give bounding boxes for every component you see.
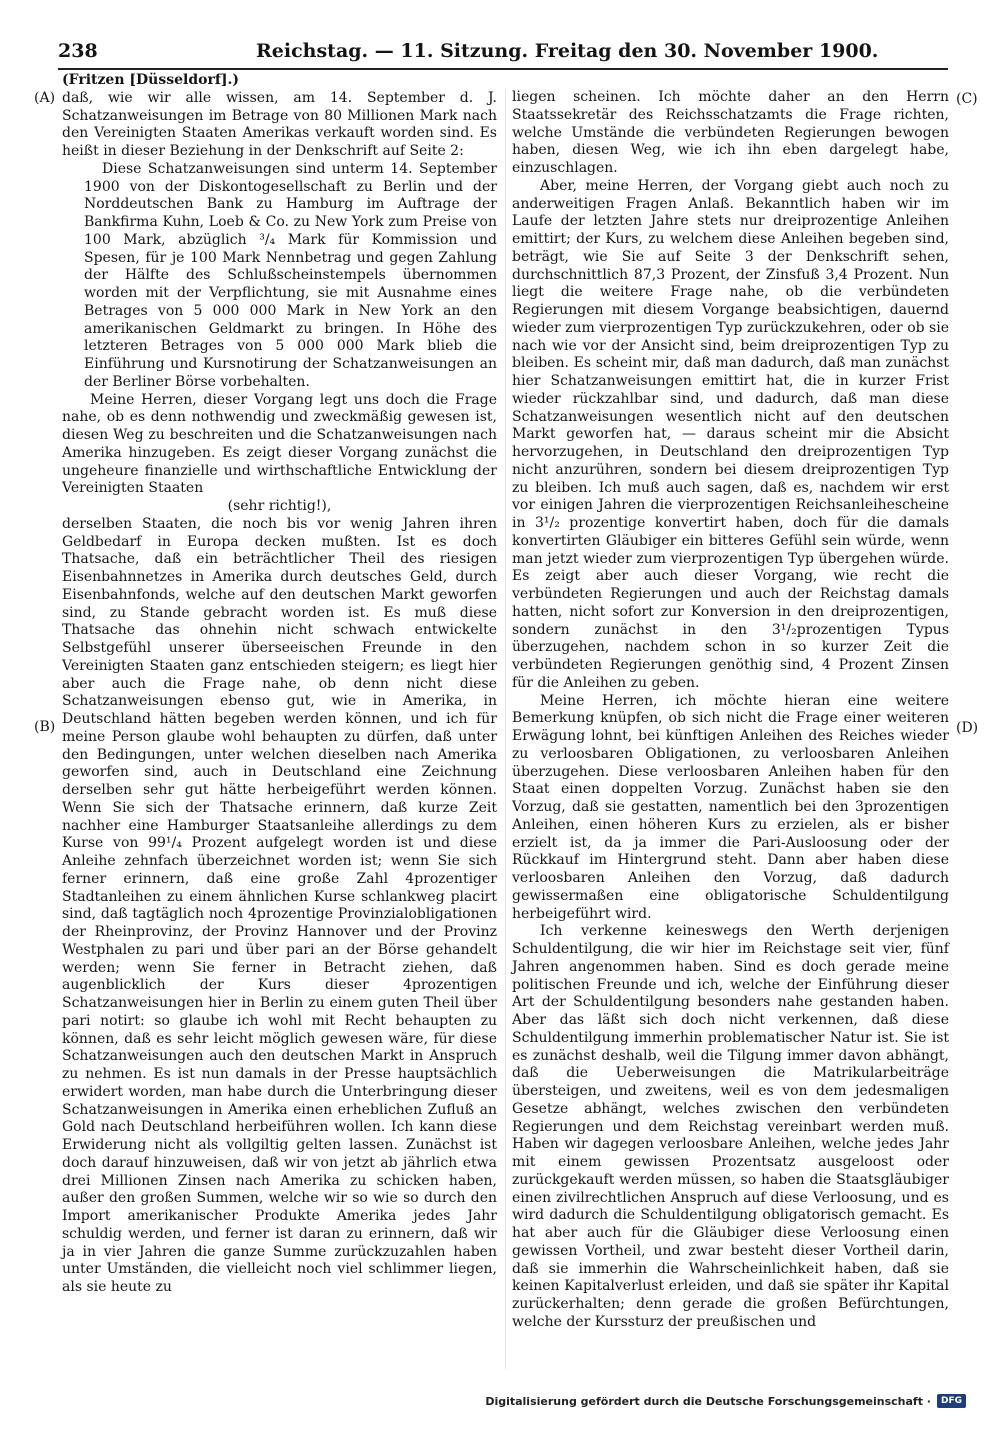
paragraph: derselben Staaten, die noch bis vor wenig Jahren ihren Geldbedarf in Europa decken mußten. Ist es doch Thatsache, daß ein beträchtlicher Theil des riesigen Eisenbahnnetzes in Amerika durch deutsches Geld, durch Eisenbahnfonds, welche auf den deutschen Markt geworfen sind, zu Stande gebracht worden ist. Es muß diese Thatsache das ohnehin nicht schwach entwickelte Selbstgefühl unserer überseeischen Freunde in den Vereinigten Staaten ganz entschieden steigern; es liegt hier aber auch die Frage nahe, ob denn nicht diese Schatzanweisungen ebenso gut, wie in Amerika, in Deutschland hätten begeben werden können, und ich für meine Person glaube wohl behaupten zu dürfen, daß unter den Bedingungen, unter welchen dieselben nach Amerika geworfen sind, auch in Deutschland eine Zeichnung derselben sehr gut hätte herbeigeführt werden können. Wenn Sie sich der Thatsache erinnern, daß kurze Zeit nachher eine Hamburger Staatsanleihe allerdings zu dem Kurse von 99¹/₄ Prozent aufgelegt worden ist und diese Anleihe zehnfach überzeichnet worden ist; wenn Sie sich ferner erinnern, daß eine große Zahl 4prozentiger Stadtanleihen zu einem ähnlichen Kurse schlankweg placirt sind, daß tagtäglich noch 4prozentige Provinzialobligationen der Rheinprovinz, der Provinz Hannover und der Provinz Westphalen zu pari und über pari an der Börse gehandelt werden; wenn Sie ferner in Betracht ziehen, daß augenblicklich der Kurs dieser 4prozentigen Schatzanweisungen hier in Berlin zu einem guten Theil über pari notirt: so glaube ich wohl mit Recht behaupten zu können, daß es sehr leicht möglich gewesen wäre, für diese Schatzanweisungen auch den deutschen Markt in Anspruch zu nehmen. Es ist nun damals in der Presse hauptsächlich erwidert worden, man habe durch die Unterbringung dieser Schatzanweisungen in Amerika einen erheblichen Zufluß an Gold nach Deutschland herbeiführen wollen. Ich kann diese Erwiderung nicht als vollgiltig gelten lassen. Zunächst ist doch darauf hinzuweisen, daß wir von jetzt ab jährlich etwa drei Millionen Zinsen nach Amerika zu schicken haben, außer den großen Summen, welche wir so wie so durch den Import amerikanischer Produkte Amerika jedes Jahr schuldig werden, und ferner ist daran zu erinnern, daß wir ja in vier Jahren die ganze Summe zurückzuzahlen haben unter Umständen, die vielleicht noch viel schlimmer liegen, als sie heute zu bbox=[62, 515, 497, 1295]
speaker-label: (Fritzen [Düsseldorf].) bbox=[62, 72, 239, 88]
margin-marker-b: (B) bbox=[34, 719, 56, 735]
paragraph: Aber, meine Herren, der Vorgang giebt auch noch zu anderweitigen Fragen Anlaß. Bekanntlich haben wir im Laufe der letzten Jahre stets nur dreiprozentige Anleihen emittirt; der Kurs, zu welchem diese Anleihen begeben sind, beträgt, wie Sie auf Seite 3 der Denkschrift sehen, durchschnittlich 87,3 Prozent, der Zinsfuß 3,4 Prozent. Nun liegt die weitere Frage nahe, ob die verbündeten Regierungen mit diesem Vorgange beabsichtigen, dauernd wieder zum vierprozentigen Typ zurückzukehren, oder ob sie nach wie vor der Ansicht sind, beim dreiprozentigen Typ zu bleiben. Es scheint mir, daß man dadurch, daß man zunächst hier Schatzanweisungen emittirt hat, die in kurzer Frist wieder rückzahlbar sind, und dadurch, daß man diese Schatzanweisungen wesentlich nicht auf den deutschen Markt geworfen hat, — daraus scheint mir die Absicht hervorzugehen, in Deutschland den dreiprozentigen Typ nicht anzurühren, sondern bei diesem dreiprozentigen Typ zu bleiben. Ich muß auch sagen, daß es, nachdem wir erst vor einigen Jahren die vierprozentigen Reichsanleihescheine in 3¹/₂ prozentige konvertirt haben, doch für die damals konvertirten Gläubiger ein bitteres Gefühl sein würde, wenn man jetzt wieder zum vierprozentigen Typ übergehen würde. Es zeigt aber auch dieser Vorgang, wie recht die verbündeten Regierungen und auch der Reichstag damals hatten, nicht sofort zur Konversion in den dreiprozentigen, sondern zunächst in den 3¹/₂prozentigen Typus überzugehen, nachdem schon in so kurzer Zeit die verbündeten Regierungen genöthig sind, 4 Prozent Zinsen für die Anleihen zu geben. bbox=[512, 177, 949, 691]
digitization-credit bbox=[485, 1391, 966, 1411]
paragraph: Ich verkenne keineswegs den Werth derjenigen Schuldentilgung, die wir hier im Reichstage seit vier, fünf Jahren angenommen haben. Sind es doch gerade meine politischen Freunde und ich, welche der Einführung dieser Art der Schuldentilgung besonders nahe gestanden haben. Aber das läßt sich doch nicht verkennen, daß diese Schuldentilgung immerhin problematischer Natur ist. Sie ist es zunächst deshalb, weil die Tilgung immer davon abhängt, daß die Ueberweisungen die Matrikularbeiträge übersteigen, und zweitens, weil es von dem jedesmaligen Gesetze abhängt, welches zwischen den verbündeten Regierungen und dem Reichstag vereinbart werden muß. Haben wir dagegen verloosbare Anleihen, welche jedes Jahr mit einem gewissen Prozentsatz ausgeloost oder zurückgekauft werden müssen, so haben die Staatsgläubiger einen zivilrechtlichen Anspruch auf diese Verloosung, und es wird dadurch die Schuldentilgung obligatorisch gemacht. Es hat aber auch für die Gläubiger diese Verloosung einen gewissen Vortheil, und zwar besteht dieser Vortheil darin, daß sie immerhin die Wahrscheinlichkeit haben, daß sie keinen Kapitalverlust erleiden, und daß sie später ihr Kapital zurückerhalten; denn gerade die großen Befürchtungen, welche der Kurssturz der preußischen und bbox=[512, 923, 949, 1330]
dfg-logo: DFG bbox=[937, 1394, 966, 1408]
margin-marker-c: (C) bbox=[956, 91, 978, 107]
right-column bbox=[512, 89, 949, 1332]
block-quote: Diese Schatzanweisungen sind unterm 14. September 1900 von der Diskontogesellschaft zu Berlin und der Norddeutschen Bank zu Hamburg im Auftrage der Bankfirma Kuhn, Loeb & Co. zu New York zum Preise von 100 Mark, abzüglich ³/₄ Mark für Kommission und Spesen, für je 100 Mark Nennbetrag und gegen Zahlung der Hälfte des Schlußscheinstempels übernommen worden mit der Verpflichtung, sie mit Ausnahme eines Betrages von 5 000 000 Mark in New York an den amerikanischen Geldmarkt zu bringen. In Höhe des letzteren Betrages von 5 000 000 Mark blieb die Einführung und Kursnotirung der Schatzanweisungen an der Berliner Börse vorbehalten. bbox=[84, 160, 497, 390]
paragraph: liegen scheinen. Ich möchte daher an den Herrn Staatssekretär des Reichsschatzamts die Frage richten, welche Umstände die verbündeten Regierungen bewogen haben, diesen Weg, wie ich ihn eben dargelegt habe, einzuschlagen. bbox=[512, 89, 949, 176]
interjection: (sehr richtig!), bbox=[227, 498, 332, 514]
header-rule bbox=[58, 68, 948, 70]
column-divider bbox=[505, 89, 506, 1369]
margin-marker-d: (D) bbox=[956, 720, 979, 736]
page-header bbox=[58, 40, 938, 66]
paragraph: Meine Herren, dieser Vorgang legt uns doch die Frage nahe, ob es denn nothwendig und zweckmäßig gewesen ist, diesen Weg zu beschreiten und die Schatzanweisungen nach Amerika hinzugeben. Es zeigt dieser Vorgang zunächst die ungeheure finanzielle und wirthschaftliche Entwicklung der Vereinigten Staaten bbox=[62, 391, 497, 497]
page-number: 238 bbox=[58, 40, 98, 62]
paragraph: daß, wie wir alle wissen, am 14. September d. J. Schatzanweisungen im Betrage von 80 Millionen Mark nach den Vereinigten Staaten Amerikas verkauft worden sind. Es heißt in dieser Beziehung in der Denkschrift auf Seite 2: bbox=[62, 89, 497, 159]
page-title: Reichstag. — 11. Sitzung. Freitag den 30. November 1900. bbox=[256, 40, 879, 62]
paragraph: Meine Herren, ich möchte hieran eine weitere Bemerkung knüpfen, ob sich nicht die Frage einer weiteren Erwägung lohnt, bei künftigen Anleihen des Reiches wieder zu verloosbaren Obligationen, zu verloosbaren Anleihen überzugehen. Diese verloosbaren Anleihen haben für den Staat einen doppelten Vorzug. Zunächst haben sie den Vorzug, daß sie gestatten, namentlich bei den 3prozentigen Anleihen, einen höheren Kurs zu erzielen, als er bisher erzielt ist, da ja immer die Pari-Ausloosung oder der Rückkauf im Hintergrund steht. Dann aber haben diese verloosbaren Anleihen den Vorzug, daß dadurch gewissermaßen eine obligatorische Schuldentilgung herbeigeführt wird. bbox=[512, 692, 949, 922]
credit-text: Digitalisierung gefördert durch die Deutsche Forschungsgemeinschaft · bbox=[485, 1394, 931, 1408]
left-column bbox=[62, 72, 497, 1297]
margin-marker-a: (A) bbox=[34, 90, 56, 106]
